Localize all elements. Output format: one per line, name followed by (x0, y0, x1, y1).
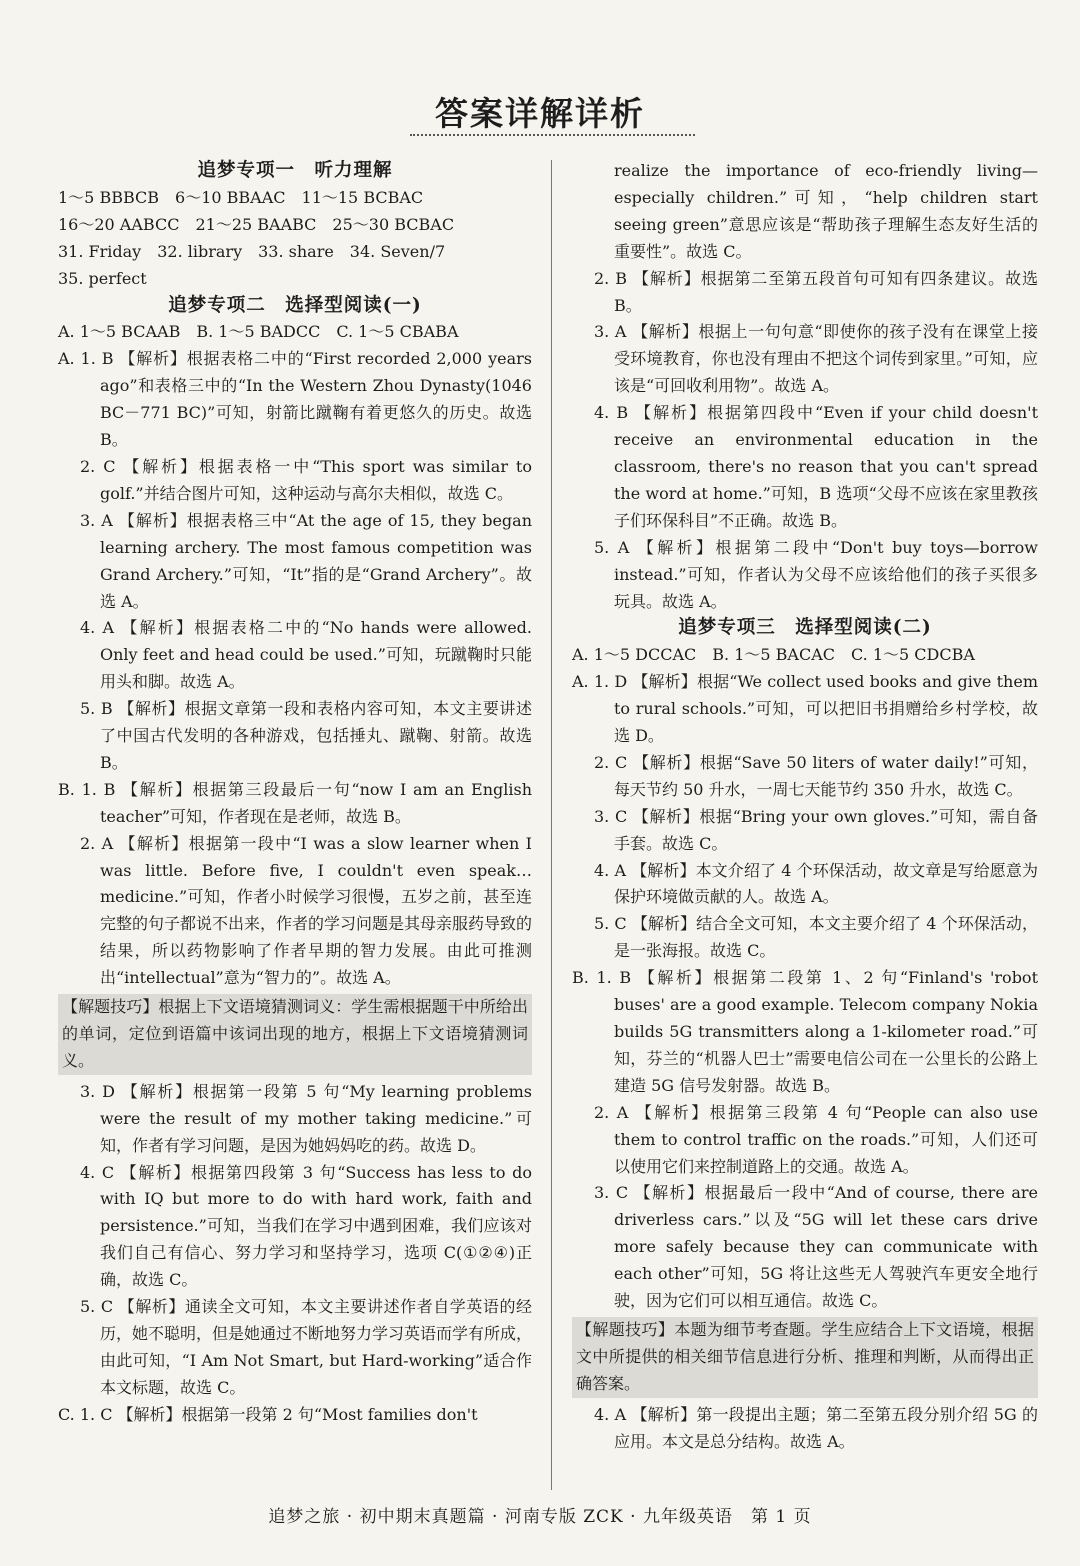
explanation-item: 2. C 【解析】根据表格一中“This sport was similar to golf.”并结合图片可知，这种运动与高尔夫相似，故选 C。 (80, 456, 532, 503)
answer-key-line: 35. perfect (58, 268, 147, 288)
left-column (58, 158, 532, 1429)
section-title-reading-2: 追梦专项三 选择型阅读(二) (678, 617, 932, 639)
explanation-item: 4. B 【解析】根据第四段中“Even if your child doesn't receive an environmental education in the classroom, there's no reason that you can't spread the word at home.”可知，B 选项“父母不应该在家里教孩子们环保科目”不正确。故选 B。 (594, 403, 1038, 530)
section-title-reading-1: 追梦专项二 选择型阅读(一) (168, 294, 422, 316)
page-footer: 追梦之旅 · 初中期末真题篇 · 河南专版 ZCK · 九年级英语 第 1 页 (268, 1507, 812, 1527)
explanation-item: 2. C 【解析】根据“Save 50 liters of water daily!”可知，每天节约 50 升水，一周七天能节约 350 升水，故选 C。 (594, 752, 1038, 799)
explanation-item: 2. A 【解析】根据第一段中“I was a slow learner when I was little. Before five, I couldn't even speak… medicine.”可知，作者小时候学习很慢，五岁之前，甚至连完整的句子都说不出来，作者的学习问题是其母亲服药导致的结果，所以药物影响了作者早期的智力发展。由此可推测出“intellectual”意为“智力的”。故选 A。 (80, 833, 533, 988)
explanation-item: 2. A 【解析】根据第三段第 4 句“People can also use them to control traffic on the roads.”可知，人们还可以使用它们来控制道路上的交通。故选 A。 (594, 1102, 1038, 1176)
explanation-item: A. 1. D 【解析】根据“We collect used books and give them to rural schools.”可知，可以把旧书捐赠给乡村学校，故选 D。 (572, 672, 1038, 746)
explanation-item: B. 1. B 【解析】根据第二段第 1、2 句“Finland's 'robot buses' are a good example. Telecom company Nokia builds 5G transmitters along a 1-kilometer road.”可知，芬兰的“机器人巴士”需要电信公司在一公里长的公路上建造 5G 信号发射器。故选 B。 (572, 968, 1038, 1095)
explanation-item: 3. C 【解析】根据最后一段中“And of course, there are driverless cars.”以及“5G will let these cars drive more safely because they can communicate with each other”可知，5G 将让这些无人驾驶汽车更安全地行驶，因为它们可以相互通信。故选 C。 (594, 1183, 1038, 1311)
explanation-item: 5. A 【解析】根据第二段中“Don't buy toys—borrow instead.”可知，作者认为父母不应该给他们的孩子买很多玩具。故选 A。 (594, 537, 1038, 611)
explanation-item: A. 1. B 【解析】根据表格二中的“First recorded 2,000 years ago”和表格三中的“In the Western Zhou Dynasty(1046 BC－771 BC)”可知，射箭比蹴鞠有着更悠久的历史。故选 B。 (58, 349, 532, 450)
answer-key-line: 31. Friday 32. library 33. share 34. Seven/7 (58, 241, 446, 261)
explanation-item: B. 1. B 【解析】根据第三段最后一句“now I am an English teacher”可知，作者现在是老师，故选 B。 (58, 779, 532, 826)
page-title: 答案详解详析 (435, 94, 645, 133)
explanation-item: 4. A 【解析】本文介绍了 4 个环保活动，故文章是写给愿意为保护环境做贡献的人。故选 A。 (594, 860, 1038, 907)
explanation-item: realize the importance of eco-friendly living—especially children.”可知，“help children start seeing green”意思应该是“帮助孩子理解生态友好生活的重要性”。故选 C。 (614, 161, 1038, 261)
section-title-listening: 追梦专项一 听力理解 (197, 160, 393, 181)
explanation-item: 5. C 【解析】通读全文可知，本文主要讲述作者自学英语的经历，她不聪明，但是她通过不断地努力学习英语而学有所成，由此可知，“I Am Not Smart, but Hard-working”适合作本文标题，故选 C。 (80, 1297, 533, 1397)
explanation-item: 4. A 【解析】第一段提出主题；第二至第五段分别介绍 5G 的应用。本文是总分结构。故选 A。 (594, 1404, 1038, 1451)
explanation-item: 2. B 【解析】根据第二至第五段首句可知有四条建议。故选 B。 (594, 268, 1038, 315)
tip-box: 【解题技巧】本题为细节考查题。学生应结合上下文语境，根据文中所提供的相关细节信息进行分析、推理和判断，从而得出正确答案。 (572, 1317, 1038, 1398)
right-column (572, 158, 1038, 1456)
answer-key-line: 1～5 BBBCB 6～10 BBAAC 11～15 BCBAC (58, 187, 424, 207)
explanation-item: 3. A 【解析】根据表格三中“At the age of 15, they began learning archery. The most famous competition was Grand Archery.”可知，“It”指的是“Grand Archery”。故选 A。 (80, 510, 532, 611)
explanation-item: 3. C 【解析】根据“Bring your own gloves.”可知，需自备手套。故选 C。 (594, 806, 1038, 853)
answer-key-line: A. 1～5 BCAAB B. 1～5 BADCC C. 1～5 CBABA (58, 322, 459, 342)
answer-key-line: A. 1～5 DCCAC B. 1～5 BACAC C. 1～5 CDCBA (572, 645, 975, 665)
explanation-item: 4. C 【解析】根据第四段第 3 句“Success has less to do with IQ but more to do with hard work, faith and persistence.”可知，当我们在学习中遇到困难，我们应该对我们自己有信心、努力学习和坚持学习，选项 C(①②④)正确，故选 C。 (80, 1162, 532, 1290)
answer-key-line: 16～20 AABCC 21～25 BAABC 25～30 BCBAC (58, 214, 455, 234)
explanation-item: 3. D 【解析】根据第一段第 5 句“My learning problems were the result of my mother taking medicine.”可知，作者有学习问题，是因为她妈妈吃的药。故选 D。 (80, 1081, 532, 1155)
column-divider (551, 160, 552, 1490)
explanation-item: C. 1. C 【解析】根据第一段第 2 句“Most families don't (58, 1404, 478, 1424)
tip-box: 【解题技巧】根据上下文语境猜测词义：学生需根据题干中所给出的单词，定位到语篇中该词出现的地方，根据上下文语境猜测词义。 (58, 994, 532, 1075)
explanation-item: 3. A 【解析】根据上一句句意“即使你的孩子没有在课堂上接受环境教育，你也没有理由不把这个词传到家里。”可知，应该是“可回收利用物”。故选 A。 (594, 322, 1038, 396)
explanation-item: 5. C 【解析】结合全文可知，本文主要介绍了 4 个环保活动，是一张海报。故选 C。 (594, 914, 1038, 961)
explanation-item: 4. A 【解析】根据表格二中的“No hands were allowed. Only feet and head could be used.”可知，玩蹴鞠时只能用头和脚。故选 A。 (80, 618, 532, 692)
title-divider (410, 134, 695, 136)
explanation-item: 5. B 【解析】根据文章第一段和表格内容可知，本文主要讲述了中国古代发明的各种游戏，包括捶丸、蹴鞠、射箭。故选 B。 (80, 699, 532, 772)
